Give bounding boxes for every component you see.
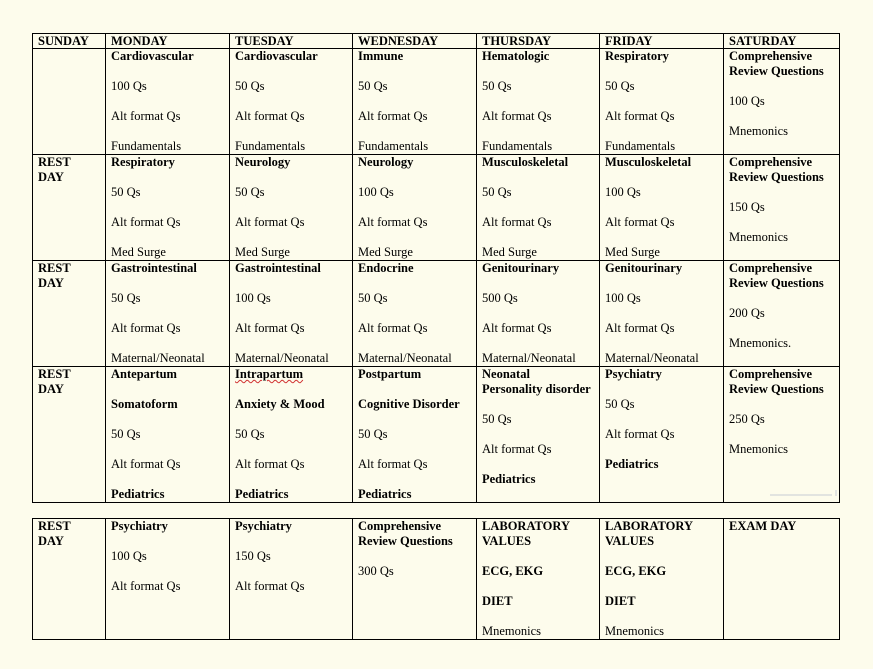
cell-line: 50 Qs xyxy=(482,79,512,93)
cell-line: Alt format Qs xyxy=(482,321,552,335)
cell-line: Neurology xyxy=(358,155,414,169)
cell-w3-monday xyxy=(106,261,230,367)
line-gap xyxy=(605,124,719,139)
cell-line: Cardiovascular xyxy=(111,49,194,63)
cell-line: DAY xyxy=(38,382,64,396)
line-gap xyxy=(111,534,225,549)
line-gap xyxy=(235,336,348,351)
cell-line: ECG, EKG xyxy=(482,564,544,578)
cell-line: Comprehensive xyxy=(729,49,813,63)
line-gap xyxy=(358,200,472,215)
cell-line: Personality disorder xyxy=(482,382,591,396)
cell-line: Pediatrics xyxy=(358,487,412,501)
cell-line: Med Surge xyxy=(358,245,413,259)
cell-line: Med Surge xyxy=(235,245,290,259)
line-gap xyxy=(482,200,595,215)
cell-line: 50 Qs xyxy=(235,185,265,199)
cell-line: Fundamentals xyxy=(482,139,553,153)
cell-line: Comprehensive xyxy=(729,155,813,169)
cell-w4-tuesday xyxy=(230,367,353,503)
cell-line: Med Surge xyxy=(605,245,660,259)
line-gap xyxy=(482,170,595,185)
line-gap xyxy=(605,94,719,109)
header-friday: FRIDAY xyxy=(600,34,724,49)
line-gap xyxy=(358,336,472,351)
cell-line: REST xyxy=(38,519,71,533)
cell-line: Alt format Qs xyxy=(235,579,305,593)
line-gap xyxy=(605,64,719,79)
cell-line: REST xyxy=(38,261,71,275)
cell-line: 200 Qs xyxy=(729,306,765,320)
cell-line: Maternal/Neonatal xyxy=(235,351,329,365)
cell-line: Neurology xyxy=(235,155,291,169)
final-week-table xyxy=(32,518,840,640)
cell-w4-monday xyxy=(106,367,230,503)
cell-w3-wednesday xyxy=(353,261,477,367)
week-5-row xyxy=(33,519,840,640)
cell-line: 50 Qs xyxy=(358,427,388,441)
cell-line: Alt format Qs xyxy=(111,321,181,335)
line-gap xyxy=(111,64,225,79)
cell-line: 100 Qs xyxy=(358,185,394,199)
cell-w2-wednesday xyxy=(353,155,477,261)
cell-line: Alt format Qs xyxy=(111,579,181,593)
line-gap xyxy=(605,579,719,594)
line-gap xyxy=(605,442,719,457)
week-3-row xyxy=(33,261,840,367)
line-gap xyxy=(235,94,348,109)
line-gap xyxy=(358,170,472,185)
cell-line: Respiratory xyxy=(111,155,175,169)
cell-line: Musculoskeletal xyxy=(482,155,569,169)
cell-line: 50 Qs xyxy=(235,79,265,93)
header-monday: MONDAY xyxy=(106,34,230,49)
cell-line: Endocrine xyxy=(358,261,414,275)
cell-line: Maternal/Neonatal xyxy=(358,351,452,365)
line-gap xyxy=(605,609,719,624)
cell-line: Alt format Qs xyxy=(111,109,181,123)
cell-line: Comprehensive xyxy=(729,261,813,275)
study-schedule-table xyxy=(32,33,840,503)
cell-line: Alt format Qs xyxy=(235,109,305,123)
line-gap xyxy=(482,579,595,594)
cell-w5-sunday xyxy=(33,519,106,640)
line-gap xyxy=(111,412,225,427)
line-gap xyxy=(482,457,595,472)
line-gap xyxy=(358,276,472,291)
line-gap xyxy=(111,442,225,457)
line-gap xyxy=(235,382,348,397)
line-gap xyxy=(111,306,225,321)
cell-line: Mnemonics xyxy=(729,124,789,138)
cell-line: Intrapartum xyxy=(235,367,304,381)
cell-line: Neonatal xyxy=(482,367,530,381)
cell-line: 500 Qs xyxy=(482,291,518,305)
cell-line: 50 Qs xyxy=(605,397,635,411)
cell-line: 50 Qs xyxy=(482,412,512,426)
line-gap xyxy=(482,124,595,139)
cell-line: 50 Qs xyxy=(605,79,635,93)
cell-line: Fundamentals xyxy=(111,139,182,153)
line-gap xyxy=(729,109,835,124)
cell-line: Mnemonics xyxy=(729,442,789,456)
cell-line: Alt format Qs xyxy=(235,215,305,229)
line-gap xyxy=(235,200,348,215)
header-wednesday: WEDNESDAY xyxy=(353,34,477,49)
cell-line: Alt format Qs xyxy=(235,321,305,335)
line-gap xyxy=(235,170,348,185)
line-gap xyxy=(235,64,348,79)
cell-line: Cardiovascular xyxy=(235,49,318,63)
line-gap xyxy=(729,291,835,306)
cell-line: Pediatrics xyxy=(235,487,289,501)
line-gap xyxy=(482,306,595,321)
cell-w4-thursday xyxy=(477,367,600,503)
cell-line: Genitourinary xyxy=(482,261,560,275)
cell-line: Fundamentals xyxy=(358,139,429,153)
line-gap xyxy=(358,412,472,427)
cell-line: Psychiatry xyxy=(605,367,662,381)
cell-line: Psychiatry xyxy=(111,519,168,533)
header-sunday: SUNDAY xyxy=(33,34,106,49)
header-row xyxy=(33,34,840,49)
cell-line: Immune xyxy=(358,49,404,63)
line-gap xyxy=(482,427,595,442)
cell-line: Musculoskeletal xyxy=(605,155,692,169)
cell-line: Review Questions xyxy=(358,534,453,548)
line-gap xyxy=(235,442,348,457)
cell-w3-sunday xyxy=(33,261,106,367)
line-gap xyxy=(605,230,719,245)
cell-w4-wednesday xyxy=(353,367,477,503)
cell-line: Mnemonics xyxy=(605,624,665,638)
cell-line: Alt format Qs xyxy=(111,215,181,229)
cell-line: Alt format Qs xyxy=(482,109,552,123)
cell-w2-thursday xyxy=(477,155,600,261)
line-gap xyxy=(358,382,472,397)
line-gap xyxy=(605,200,719,215)
cell-line: Genitourinary xyxy=(605,261,683,275)
cell-w4-saturday xyxy=(724,367,840,503)
cell-w3-tuesday xyxy=(230,261,353,367)
cell-w2-friday xyxy=(600,155,724,261)
cell-w1-monday xyxy=(106,49,230,155)
line-gap xyxy=(482,230,595,245)
line-gap xyxy=(111,124,225,139)
cell-line: Alt format Qs xyxy=(358,457,428,471)
cell-line: Antepartum xyxy=(111,367,177,381)
cell-line: Hematologic xyxy=(482,49,550,63)
cell-w3-friday xyxy=(600,261,724,367)
cell-line: Alt format Qs xyxy=(358,321,428,335)
cell-line: 100 Qs xyxy=(729,94,765,108)
line-gap xyxy=(358,94,472,109)
cell-line: LABORATORY xyxy=(482,519,571,533)
line-gap xyxy=(482,609,595,624)
cell-line: Review Questions xyxy=(729,64,824,78)
cell-line: Alt format Qs xyxy=(482,442,552,456)
line-gap xyxy=(482,397,595,412)
cell-line: 300 Qs xyxy=(358,564,394,578)
cell-w3-thursday xyxy=(477,261,600,367)
cell-w2-monday xyxy=(106,155,230,261)
cell-line: Cognitive Disorder xyxy=(358,397,460,411)
line-gap xyxy=(358,306,472,321)
cell-line: Alt format Qs xyxy=(235,457,305,471)
cell-line: Somatoform xyxy=(111,397,178,411)
line-gap xyxy=(729,79,835,94)
cell-line: EXAM DAY xyxy=(729,519,797,533)
cell-line: Mnemonics. xyxy=(729,336,792,350)
cell-line: 100 Qs xyxy=(235,291,271,305)
cell-line: Respiratory xyxy=(605,49,669,63)
cell-line: Comprehensive xyxy=(729,367,813,381)
cell-w2-tuesday xyxy=(230,155,353,261)
line-gap xyxy=(235,230,348,245)
line-gap xyxy=(482,94,595,109)
line-gap xyxy=(729,427,835,442)
line-gap xyxy=(605,306,719,321)
cell-line: Fundamentals xyxy=(235,139,306,153)
cell-line: 50 Qs xyxy=(235,427,265,441)
week-4-row xyxy=(33,367,840,503)
line-gap xyxy=(235,472,348,487)
line-gap xyxy=(358,442,472,457)
cell-line: Med Surge xyxy=(482,245,537,259)
cell-line: REST xyxy=(38,155,71,169)
week-1-row xyxy=(33,49,840,155)
table-resize-mark xyxy=(770,490,840,496)
cell-line: Pediatrics xyxy=(111,487,165,501)
cell-w3-saturday xyxy=(724,261,840,367)
cell-w1-saturday xyxy=(724,49,840,155)
cell-line: Mnemonics xyxy=(482,624,542,638)
cell-line: Pediatrics xyxy=(605,457,659,471)
line-gap xyxy=(111,94,225,109)
line-gap xyxy=(605,336,719,351)
line-gap xyxy=(358,549,472,564)
cell-w2-sunday xyxy=(33,155,106,261)
cell-line: Pediatrics xyxy=(482,472,536,486)
line-gap xyxy=(235,412,348,427)
line-gap xyxy=(482,276,595,291)
cell-w4-friday xyxy=(600,367,724,503)
cell-line: 100 Qs xyxy=(605,185,641,199)
cell-line: DAY xyxy=(38,170,64,184)
week-2-row xyxy=(33,155,840,261)
line-gap xyxy=(729,185,835,200)
cell-line: 50 Qs xyxy=(358,79,388,93)
line-gap xyxy=(111,276,225,291)
line-gap xyxy=(482,549,595,564)
cell-line: 50 Qs xyxy=(111,427,141,441)
cell-line: Alt format Qs xyxy=(111,457,181,471)
cell-line: Alt format Qs xyxy=(605,109,675,123)
cell-w5-monday xyxy=(106,519,230,640)
line-gap xyxy=(605,549,719,564)
cell-line: DAY xyxy=(38,276,64,290)
cell-line: Anxiety & Mood xyxy=(235,397,325,411)
cell-line: Alt format Qs xyxy=(482,215,552,229)
cell-line: 50 Qs xyxy=(111,291,141,305)
cell-w1-tuesday xyxy=(230,49,353,155)
cell-line: Review Questions xyxy=(729,276,824,290)
line-gap xyxy=(605,412,719,427)
cell-w5-wednesday xyxy=(353,519,477,640)
cell-line: ECG, EKG xyxy=(605,564,667,578)
line-gap xyxy=(111,170,225,185)
cell-line: 250 Qs xyxy=(729,412,765,426)
line-gap xyxy=(358,472,472,487)
line-gap xyxy=(605,276,719,291)
line-gap xyxy=(111,200,225,215)
cell-line: Mnemonics xyxy=(729,230,789,244)
cell-line: Maternal/Neonatal xyxy=(605,351,699,365)
cell-line: Comprehensive xyxy=(358,519,442,533)
cell-line: Alt format Qs xyxy=(605,215,675,229)
line-gap xyxy=(729,397,835,412)
cell-line: Med Surge xyxy=(111,245,166,259)
cell-line: Postpartum xyxy=(358,367,422,381)
cell-line: 50 Qs xyxy=(111,185,141,199)
cell-line: 100 Qs xyxy=(111,79,147,93)
cell-line: Maternal/Neonatal xyxy=(482,351,576,365)
cell-line: Gastrointestinal xyxy=(111,261,197,275)
cell-line: Fundamentals xyxy=(605,139,676,153)
header-saturday: SATURDAY xyxy=(724,34,840,49)
cell-line: 100 Qs xyxy=(111,549,147,563)
cell-line: Maternal/Neonatal xyxy=(111,351,205,365)
cell-w1-friday xyxy=(600,49,724,155)
cell-line: Alt format Qs xyxy=(358,109,428,123)
line-gap xyxy=(235,564,348,579)
cell-w5-thursday xyxy=(477,519,600,640)
cell-w1-wednesday xyxy=(353,49,477,155)
line-gap xyxy=(111,564,225,579)
cell-line: 50 Qs xyxy=(482,185,512,199)
cell-w2-saturday xyxy=(724,155,840,261)
cell-line: 150 Qs xyxy=(235,549,271,563)
line-gap xyxy=(111,382,225,397)
header-tuesday: TUESDAY xyxy=(230,34,353,49)
cell-line: VALUES xyxy=(482,534,532,548)
cell-w1-sunday xyxy=(33,49,106,155)
line-gap xyxy=(111,472,225,487)
line-gap xyxy=(729,215,835,230)
line-gap xyxy=(111,336,225,351)
line-gap xyxy=(111,230,225,245)
line-gap xyxy=(235,276,348,291)
header-thursday: THURSDAY xyxy=(477,34,600,49)
cell-w5-tuesday xyxy=(230,519,353,640)
cell-line: LABORATORY xyxy=(605,519,694,533)
cell-line: Review Questions xyxy=(729,382,824,396)
cell-line: 150 Qs xyxy=(729,200,765,214)
cell-line: 100 Qs xyxy=(605,291,641,305)
cell-line: Alt format Qs xyxy=(358,215,428,229)
cell-line: DAY xyxy=(38,534,64,548)
cell-w5-friday xyxy=(600,519,724,640)
line-gap xyxy=(482,64,595,79)
line-gap xyxy=(605,382,719,397)
cell-line: DIET xyxy=(482,594,513,608)
cell-line: Gastrointestinal xyxy=(235,261,321,275)
cell-line: Psychiatry xyxy=(235,519,292,533)
line-gap xyxy=(729,321,835,336)
cell-line: Review Questions xyxy=(729,170,824,184)
cell-line: VALUES xyxy=(605,534,655,548)
cell-line: 50 Qs xyxy=(358,291,388,305)
cell-w5-saturday xyxy=(724,519,840,640)
cell-line: REST xyxy=(38,367,71,381)
cell-line: Alt format Qs xyxy=(605,427,675,441)
cell-line: Alt format Qs xyxy=(605,321,675,335)
cell-w4-sunday xyxy=(33,367,106,503)
cell-w1-thursday xyxy=(477,49,600,155)
line-gap xyxy=(235,306,348,321)
line-gap xyxy=(235,534,348,549)
line-gap xyxy=(482,336,595,351)
cell-line: DIET xyxy=(605,594,636,608)
line-gap xyxy=(358,124,472,139)
line-gap xyxy=(605,170,719,185)
line-gap xyxy=(235,124,348,139)
line-gap xyxy=(358,64,472,79)
line-gap xyxy=(358,230,472,245)
